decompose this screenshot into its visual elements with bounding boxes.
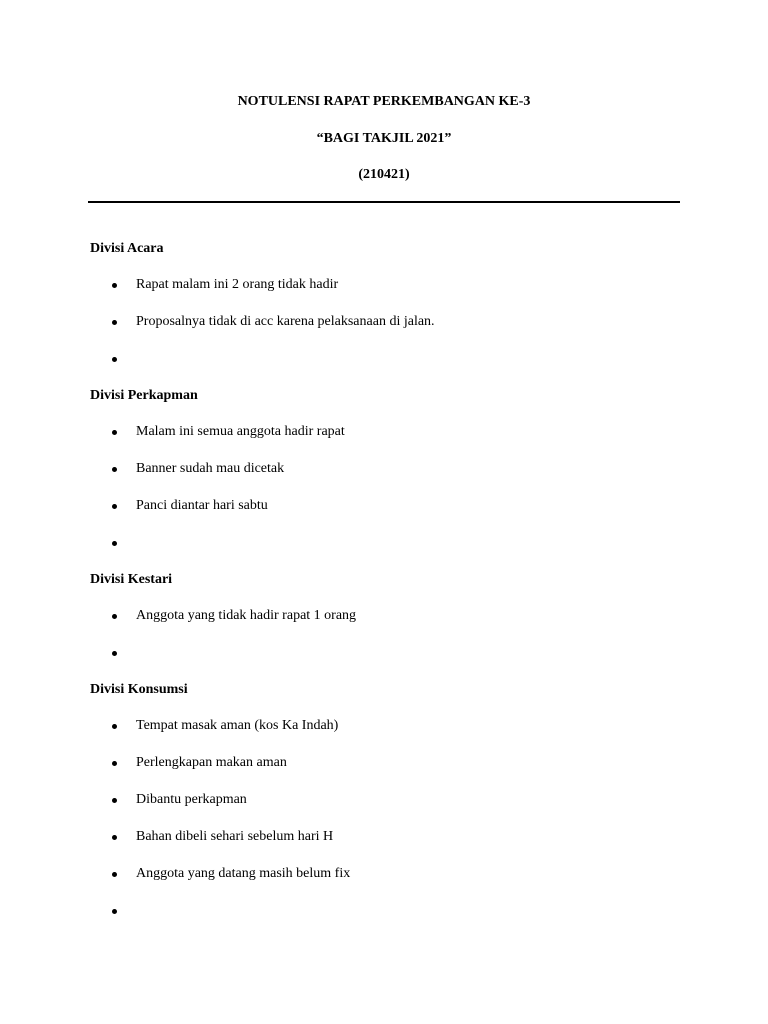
section-heading-kestari: Divisi Kestari	[90, 572, 173, 587]
bullet-icon	[112, 467, 117, 472]
list-item	[112, 791, 247, 809]
list-item	[112, 276, 338, 294]
list-item-text: Anggota yang datang masih belum fix	[136, 866, 351, 881]
bullet-icon	[112, 835, 117, 840]
list-item-text: Rapat malam ini 2 orang tidak hadir	[136, 277, 339, 292]
list-item	[112, 717, 338, 735]
list-item	[112, 460, 284, 478]
list-item	[112, 607, 356, 625]
bullet-icon	[112, 357, 117, 362]
bullet-icon	[112, 504, 117, 509]
list-item-text: Dibantu perkapman	[136, 792, 247, 807]
list-item	[112, 828, 333, 846]
list-item	[112, 423, 345, 441]
list-item	[112, 497, 268, 515]
list-item	[112, 754, 287, 772]
section-heading-konsumsi: Divisi Konsumsi	[90, 682, 188, 697]
list-item	[112, 350, 136, 368]
list-item-text: Perlengkapan makan aman	[136, 755, 287, 770]
bullet-icon	[112, 651, 117, 656]
list-item	[112, 865, 350, 883]
list-item-text: Anggota yang tidak hadir rapat 1 orang	[136, 608, 357, 623]
bullet-icon	[112, 320, 117, 325]
list-item-text: Malam ini semua anggota hadir rapat	[136, 424, 345, 439]
list-item-text: Bahan dibeli sehari sebelum hari H	[136, 829, 334, 844]
bullet-icon	[112, 430, 117, 435]
list-item	[112, 902, 136, 920]
bullet-icon	[112, 798, 117, 803]
horizontal-divider	[88, 201, 680, 203]
bullet-icon	[112, 909, 117, 914]
list-item-text: Banner sudah mau dicetak	[136, 461, 285, 476]
bullet-icon	[112, 724, 117, 729]
list-item	[112, 534, 136, 552]
bullet-icon	[112, 541, 117, 546]
list-item-text: Tempat masak aman (kos Ka Indah)	[136, 718, 339, 733]
document-title: NOTULENSI RAPAT PERKEMBANGAN KE-3	[237, 94, 531, 109]
bullet-icon	[112, 283, 117, 288]
list-item-text: Panci diantar hari sabtu	[136, 498, 268, 513]
list-item-text: Proposalnya tidak di acc karena pelaksanaan di jalan.	[136, 314, 435, 329]
list-item	[112, 313, 435, 331]
list-item	[112, 644, 136, 662]
document-code: (210421)	[358, 167, 410, 182]
section-heading-acara: Divisi Acara	[90, 241, 164, 256]
bullet-icon	[112, 761, 117, 766]
bullet-icon	[112, 872, 117, 877]
bullet-icon	[112, 614, 117, 619]
section-heading-perkapman: Divisi Perkapman	[90, 388, 198, 403]
document-subtitle: “BAGI TAKJIL 2021”	[316, 131, 452, 146]
